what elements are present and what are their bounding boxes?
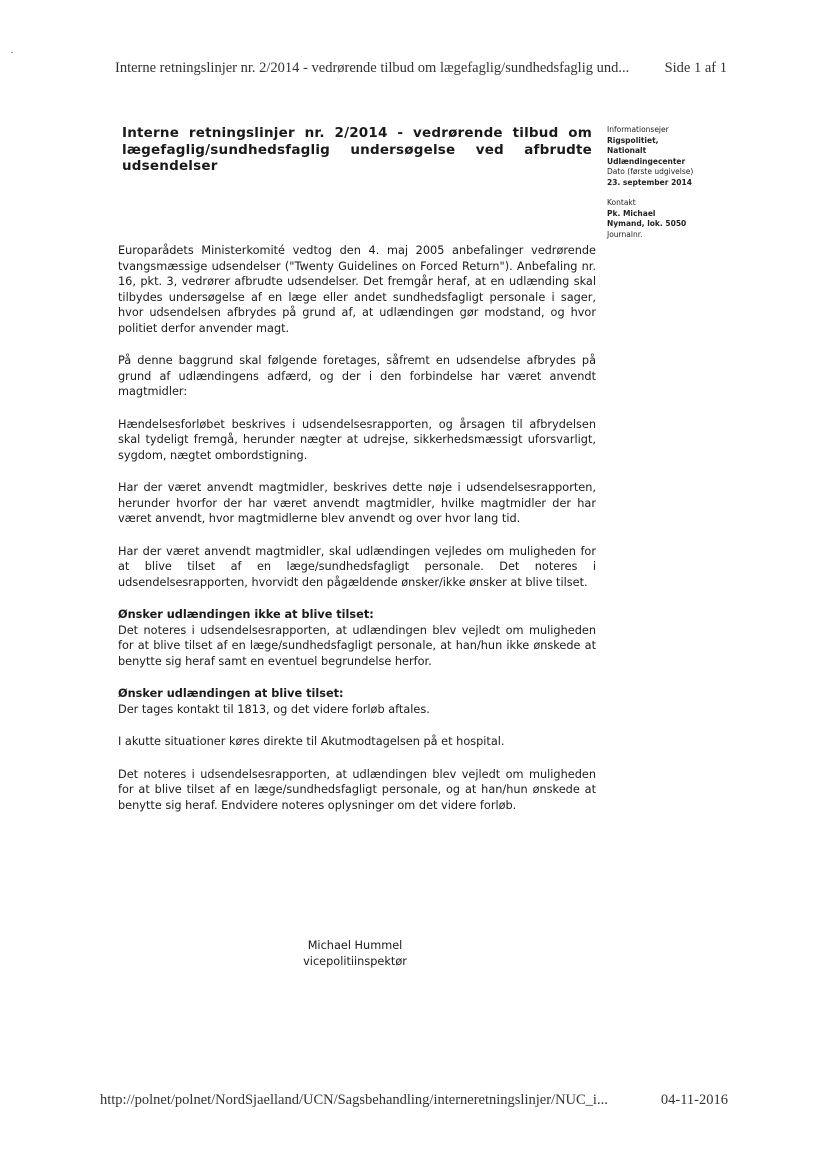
- contact-line-2: Nymand, lok. 5050: [607, 219, 687, 228]
- document-body: [118, 243, 596, 830]
- scan-mark: ·: [10, 45, 14, 59]
- date-value: 23. september 2014: [607, 177, 692, 187]
- paragraph-noted: Det noteres i udsendelsesrapporten, at udlændingen blev vejledt om muligheden for at blive tilset af en læge/sundhedsfagligt personale, og at han/hun ønskede at benytte sig heraf. Endvidere noteres oplysninger om det videre forløb.: [118, 767, 596, 812]
- header-title: Interne retningslinjer nr. 2/2014 - vedrørende tilbud om lægefaglig/sundhedsfaglig und...: [115, 60, 630, 76]
- section-examined: [118, 686, 596, 717]
- paragraph-basis: På denne baggrund skal følgende foretages, såfremt en udsendelse afbrydes på grund af udlændingens adfærd, og der i den forbindelse har været anvendt magtmidler:: [118, 354, 596, 398]
- paragraph-contact-1813: Der tages kontakt til 1813, og det videre forløb aftales.: [118, 702, 430, 716]
- paragraph-force-used: Har der været anvendt magtmidler, beskrives dette nøje i udsendelsesrapporten, herunder hvorfor der har været anvendt magtmidler, hvilke magtmidler der har været anvendt, hvor magtmidlerne blev anvendt og over hvor lang tid.: [118, 481, 596, 525]
- heading-examined: Ønsker udlændingen at blive tilset:: [118, 687, 344, 700]
- print-footer: [100, 1092, 728, 1109]
- info-owner-label: Informationsejer: [607, 125, 669, 134]
- section-not-examined: [118, 607, 596, 669]
- date-label: Dato (første udgivelse): [607, 167, 694, 176]
- paragraph-incident: Hændelsesforløbet beskrives i udsendelsesrapporten, og årsagen til afbrydelsen skal tydeligt fremgå, herunder nægter at udrejse, sikkerhedsmæssigt uforsvarligt, sygdom, nægtet ombordstigning.: [118, 417, 596, 462]
- paragraph-not-examined: Det noteres i udsendelsesrapporten, at udlændingen blev vejledt om muligheden for at blive tilset af en læge/sundhedsfagligt personale, at han/hun ikke ønskede at benytte sig heraf samt en eventuel begrundelse herfor.: [118, 623, 596, 668]
- signature-block: [250, 938, 460, 970]
- heading-not-examined: Ønsker udlændingen ikke at blive tilset:: [118, 608, 374, 621]
- contact-label: Kontakt: [607, 198, 636, 207]
- footer-date: 04-11-2016: [660, 1092, 728, 1108]
- info-owner-line-1: Rigspolitiet,: [607, 135, 659, 145]
- footer-url: http://polnet/polnet/NordSjaelland/UCN/Sagsbehandling/interneretningslinjer/NUC_i...: [100, 1092, 608, 1108]
- journal-label: Journalnr.: [607, 229, 643, 239]
- paragraph-intro: Europarådets Ministerkomité vedtog den 4. maj 2005 anbefalinger vedrørende tvangsmæssige udsendelser ("Twenty Guidelines on Forced Return"). Anbefaling nr. 16, pkt. 3, vedrører afbrudte udsendelser. Det fremgår heraf, at en udlænding skal tilbydes undersøgelse af en læge eller andet sundhedsfagligt personale i sager, hvor udsendelsen afbrydes på grund af, at udlændingen gør modstand, og hvor politiet derfor anvender magt.: [118, 244, 596, 335]
- print-header: [115, 60, 727, 77]
- header-page-number: Side 1 af 1: [664, 60, 727, 76]
- info-owner-line-3: Udlændingecenter: [607, 156, 686, 166]
- signature-title: vicepolitiinspektør: [303, 955, 407, 968]
- signature-name: Michael Hummel: [307, 939, 403, 952]
- paragraph-guidance: Har der været anvendt magtmidler, skal udlændingen vejledes om muligheden for at blive tilset af en læge/sundhedsfagligt personale. Det noteres i udsendelsesrapporten, hvorvidt den pågældende ønsker/ikke ønsker at blive tilset.: [118, 544, 596, 589]
- contact-line-1: Pk. Michael: [607, 208, 656, 218]
- paragraph-acute: I akutte situationer køres direkte til Akutmodtagelsen på et hospital.: [118, 735, 505, 748]
- document-title: Interne retningslinjer nr. 2/2014 - vedrørende tilbud om lægefaglig/sundhedsfaglig undersøgelse ved afbrudte udsendelser: [122, 125, 592, 174]
- document-metadata: [607, 125, 727, 240]
- info-owner-line-2: Nationalt: [607, 146, 647, 155]
